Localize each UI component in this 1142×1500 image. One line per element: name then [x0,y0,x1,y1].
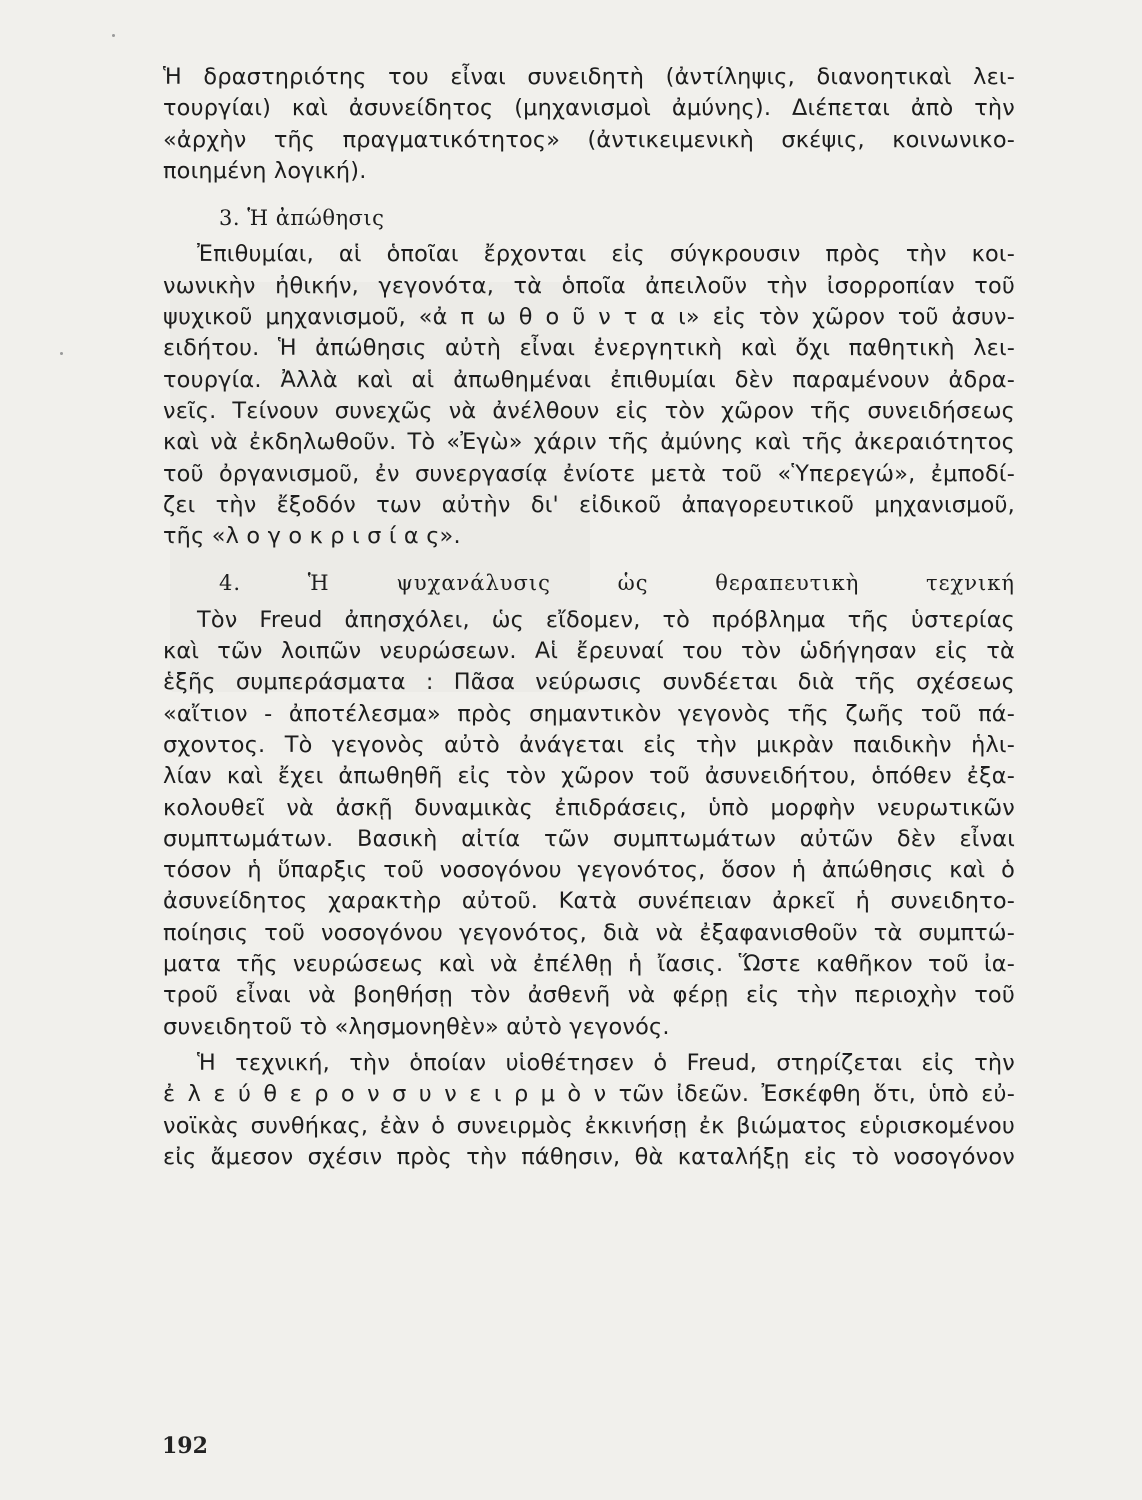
text-line: ποίησις τοῦ νοσογόνου γεγονότος, διὰ νὰ ἐξαφανισθοῦν τὰ συμπτώ- [163,919,1015,946]
text-line: Ἐπιθυμίαι, αἱ ὁποῖαι ἔρχονται εἰς σύγκρουσιν πρὸς τὴν κοι- [197,241,1015,268]
text-line: συνειδητοῦ τὸ «λησμονηθὲν» αὐτὸ γεγονός. [163,1013,670,1040]
section-heading-psychoanalysis: 4. Ἡ ψυχανάλυσις ὡς θεραπευτικὴ τεχνική [219,571,1015,596]
text-line: ζει τὴν ἔξοδόν των αὐτὴν δι' εἰδικοῦ ἀπαγορευτικοῦ μηχανισμοῦ, [163,491,1015,518]
text-line: νωνικὴν ἠθικήν, γεγονότα, τὰ ὁποῖα ἀπειλοῦν τὴν ἰσορροπίαν τοῦ [163,272,1015,299]
text-line: ειδήτου. Ἡ ἀπώθησις αὐτὴ εἶναι ἐνεργητικὴ καὶ ὄχι παθητικὴ λει- [163,335,1015,362]
text-line: Ἡ δραστηριότης του εἶναι συνειδητὴ (ἀντίληψις, διανοητικαὶ λει- [163,64,1015,90]
text-line: ψυχικοῦ μηχανισμοῦ, «ἀ π ω θ ο ῦ ν τ α ι» εἰς τὸν χῶρον τοῦ ἀσυν- [163,304,1015,331]
text-line: ποιημένη λογική). [163,157,367,184]
text-line: καὶ νὰ ἐκδηλωθοῦν. Τὸ «Ἐγὼ» χάριν τῆς ἀμύνης καὶ τῆς ἀκεραιότητος [163,429,1015,456]
text-line: καὶ τῶν λοιπῶν νευρώσεων. Αἱ ἔρευναί του τὸν ὡδήγησαν εἰς τὰ [163,638,1015,665]
paper-speck [60,352,63,355]
text-line: νοϊκὰς συνθήκας, ἐὰν ὁ συνειρμὸς ἐκκινήσῃ ἐκ βιώματος εὑρισκομένου [163,1112,1015,1139]
text-line: «ἀρχὴν τῆς πραγματικότητος» (ἀντικειμενικὴ σκέψις, κοινωνικο- [163,126,1015,153]
text-line: ἑξῆς συμπεράσματα : Πᾶσα νεύρωσις συνδέεται διὰ τῆς σχέσεως [163,669,1015,696]
paper-speck [112,34,115,37]
text-line: τόσον ἡ ὕπαρξις τοῦ νοσογόνου γεγονότος, ὅσον ἡ ἀπώθησις καὶ ὁ [163,857,1015,884]
text-line: ἀσυνείδητος χαρακτὴρ αὐτοῦ. Κατὰ συνέπειαν ἀρκεῖ ἡ συνειδητο- [163,888,1015,915]
text-line: ματα τῆς νευρώσεως καὶ νὰ ἐπέλθῃ ἡ ἴασις. Ὥστε καθῆκον τοῦ ἰα- [163,951,1015,978]
text-line: τοῦ ὀργανισμοῦ, ἐν συνεργασίᾳ ἐνίοτε μετὰ τοῦ «Ὑπερεγώ», ἐμποδί- [163,460,1015,487]
section-gap [163,187,1015,203]
text-line: τουργίαι) καὶ ἀσυνείδητος (μηχανισμοὶ ἀμύνης). Διέπεται ἀπὸ τὴν [163,95,1015,122]
text-line: τουργία. Ἀλλὰ καὶ αἱ ἀπωθημέναι ἐπιθυμίαι δὲν παραμένουν ἀδρα- [163,366,1015,393]
page-number: 192 [162,1433,208,1459]
section-gap [163,552,1015,568]
text-block [163,62,1015,1173]
text-line: τῆς «λ ο γ ο κ ρ ι σ ί α ς». [163,523,461,550]
text-line: «αἴτιον - ἀποτέλεσμα» πρὸς σημαντικὸν γεγονὸς τῆς ζωῆς τοῦ πά- [163,700,1015,727]
section-heading-apothesis: 3. Ἡ ἀπώθησις [219,206,385,231]
text-line: Ἡ τεχνική, τὴν ὁποίαν υἱοθέτησεν ὁ Freud, στηρίζεται εἰς τὴν [197,1049,1015,1076]
text-line: λίαν καὶ ἔχει ἀπωθηθῆ εἰς τὸν χῶρον τοῦ ἀσυνειδήτου, ὁπόθεν ἐξα- [163,763,1015,790]
text-line: εἰς ἄμεσον σχέσιν πρὸς τὴν πάθησιν, θὰ καταλήξῃ εἰς τὸ νοσογόνον [163,1143,1015,1170]
text-line: ἐ λ ε ύ θ ε ρ ο ν σ υ ν ε ι ρ μ ὸ ν τῶν ἰδεῶν. Ἐσκέφθη ὅτι, ὑπὸ εὐ- [163,1081,1015,1108]
text-line: Τὸν Freud ἀπησχόλει, ὡς εἴδομεν, τὸ πρόβλημα τῆς ὑστερίας [197,606,1015,633]
text-line: νεῖς. Τείνουν συνεχῶς νὰ ἀνέλθουν εἰς τὸν χῶρον τῆς συνειδήσεως [163,397,1015,424]
text-line: τροῦ εἶναι νὰ βοηθήσῃ τὸν ἀσθενῆ νὰ φέρῃ εἰς τὴν περιοχὴν τοῦ [163,982,1015,1009]
text-line: σχοντος. Τὸ γεγονὸς αὐτὸ ἀνάγεται εἰς τὴν μικρὰν παιδικὴν ἡλι- [163,731,1015,758]
text-line: συμπτωμάτων. Βασικὴ αἰτία τῶν συμπτωμάτων αὐτῶν δὲν εἶναι [163,825,1015,852]
text-line: κολουθεῖ νὰ ἀσκῇ δυναμικὰς ἐπιδράσεις, ὑπὸ μορφὴν νευρωτικῶν [163,794,1015,821]
